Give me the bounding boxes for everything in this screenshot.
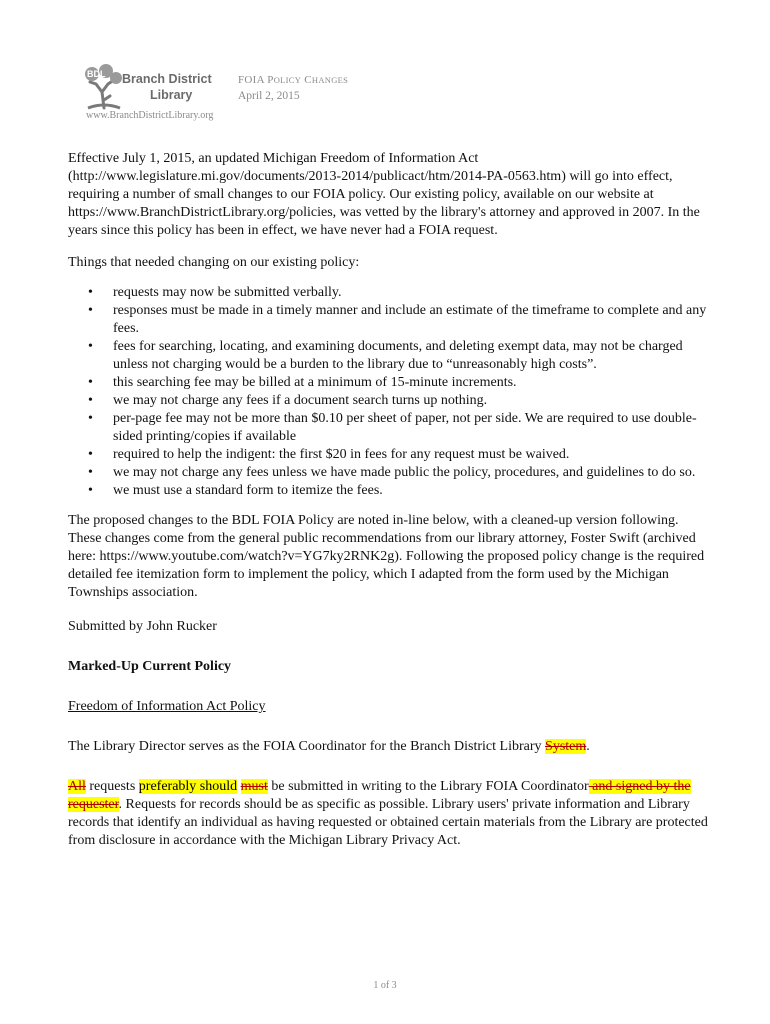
- struck-text: All: [68, 779, 86, 794]
- changes-intro: Things that needed changing on our existing policy:: [68, 255, 360, 270]
- list-item: • this searching fee may be billed at a minimum of 15-minute increments.: [68, 374, 708, 392]
- requests-paragraph: All requests preferably should must be submitted in writing to the Library FOIA Coordinator and signed by the requester. Requests for records should be as specific as possible. Library users' private information and Library records that identify an individual as having requested or obtained certain materials from the Library are protected from disclosure in accordance with the Michigan Library Privacy Act.: [68, 779, 708, 848]
- policy-title: Freedom of Information Act Policy: [68, 699, 266, 714]
- list-item: • per-page fee may not be more than $0.10 per sheet of paper, not per side. We are required to use double-sided printing/copies if available: [68, 410, 708, 446]
- list-item: • we must use a standard form to itemize the fees.: [68, 482, 708, 500]
- logo-name-line1: Branch District: [122, 72, 212, 86]
- submitted-by: Submitted by John Rucker: [68, 619, 217, 634]
- struck-text: must: [240, 779, 268, 794]
- proposed-changes-paragraph: The proposed changes to the BDL FOIA Policy are noted in-line below, with a cleaned-up version following. These changes come from the general public recommendations from our library attorney, Foster Swift (archived here: https://www.youtube.com/watch?v=YG7ky2RNK2g). Following the proposed policy change is the required detailed fee itemization form to implement the policy, which I adapted from the form used by the Michigan Townships association.: [68, 513, 705, 600]
- tree-logo-icon: [82, 62, 126, 110]
- library-website: www.BranchDistrictLibrary.org: [86, 110, 214, 121]
- list-item: • we may not charge any fees if a document search turns up nothing.: [68, 392, 708, 410]
- list-item: • responses must be made in a timely manner and include an estimate of the timeframe to complete and any fees.: [68, 302, 708, 338]
- page-number: 1 of 3: [373, 980, 397, 991]
- struck-text: System: [545, 739, 587, 754]
- list-item: • we may not charge any fees unless we have made public the policy, procedures, and guidelines to do so.: [68, 464, 708, 482]
- changes-list: [68, 284, 708, 500]
- logo-mark-text: BDL: [87, 69, 106, 79]
- document-title: FOIA POLICY CHANGES: [238, 74, 349, 86]
- document-date: April 2, 2015: [238, 90, 300, 102]
- marked-up-heading: Marked-Up Current Policy: [68, 659, 232, 674]
- list-item: • required to help the indigent: the first $20 in fees for any request must be waived.: [68, 446, 708, 464]
- list-item: • fees for searching, locating, and examining documents, and deleting exempt data, may not be charged unless not charging would be a burden to the library due to “unreasonably high costs”.: [68, 338, 708, 374]
- logo-name-line2: Library: [150, 88, 193, 102]
- document-body: [68, 150, 708, 850]
- library-logo: [78, 60, 228, 126]
- list-item: • requests may now be submitted verbally.: [68, 284, 708, 302]
- intro-paragraph: Effective July 1, 2015, an updated Michigan Freedom of Information Act (http://www.legislature.mi.gov/documents/2013-2014/publicact/htm/2014-PA-0563.htm) will go into effect, requiring a number of small changes to our FOIA policy. Our existing policy, available on our website at https://www.BranchDistrictLibrary.org/policies, was vetted by the library's attorney and approved in 2007. In the years since this policy has been in effect, we have never had a FOIA request.: [68, 151, 700, 238]
- struck-text: and signed by the requester: [68, 779, 691, 812]
- inserted-text: preferably should: [138, 779, 238, 794]
- director-paragraph: The Library Director serves as the FOIA Coordinator for the Branch District Library System.: [68, 739, 590, 754]
